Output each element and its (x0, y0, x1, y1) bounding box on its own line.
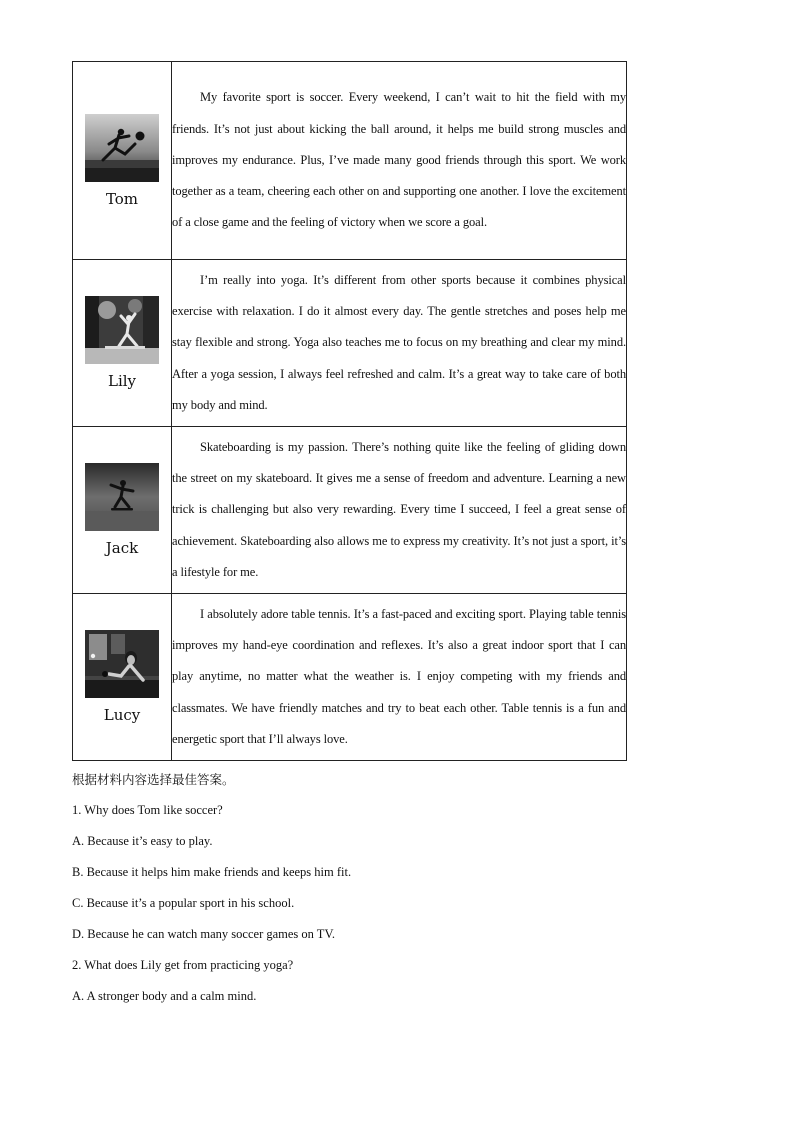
person-name: Lily (107, 372, 137, 390)
answer-option: C. Because it’s a popular sport in his school. (72, 896, 295, 910)
profile-paragraph: Skateboarding is my passion. There’s nothing quite like the feeling of gliding down the street on my skateboard. It gives me a sense of freedom and adventure. Learning a new trick is challenging but also very rewarding. Every time I succeed, I feel a great sense of achievement. Skateboarding also allows me to express my creativity. It’s not just a sport, it’s a lifestyle for me. (172, 439, 626, 579)
lily-yoga-photo (85, 296, 159, 364)
answer-option: B. Because it helps him make friends and keeps him fit. (72, 865, 352, 879)
question-stem: 1. Why does Tom like soccer? (72, 803, 223, 817)
profile-row-lucy (73, 594, 627, 761)
photo-cell (73, 62, 172, 260)
photo-cell (73, 594, 172, 761)
lucy-table-tennis-photo (85, 630, 159, 698)
question-stem: 2. What does Lily get from practicing yoga? (72, 958, 294, 972)
text-cell (172, 594, 627, 761)
profile-paragraph: My favorite sport is soccer. Every weekend, I can’t wait to hit the field with my friends. It’s not just about kicking the ball around, it helps me build strong muscles and improves my endurance. Plus, I’ve made many good friends through this sport. We work together as a team, cheering each other on and supporting one another. I love the excitement of a close game and the feeling of victory when we score a goal. (172, 90, 626, 230)
text-cell (172, 62, 627, 260)
profiles-table (72, 61, 627, 761)
person-name: Lucy (103, 706, 141, 724)
profile-row-tom (73, 62, 627, 260)
profile-row-lily (73, 260, 627, 427)
profile-paragraph: I absolutely adore table tennis. It’s a fast-paced and exciting sport. Playing table tennis improves my hand-eye coordination and reflexes. It’s also a great indoor sport that I can play anytime, no matter what the weather is. I enjoy competing with my friends and classmates. We have friendly matches and try to beat each other. Table tennis is a fun and energetic sport that I’ll always love. (172, 606, 626, 746)
answer-option: A. A stronger body and a calm mind. (72, 989, 257, 1003)
person-name: Jack (105, 539, 139, 557)
answer-option: D. Because he can watch many soccer games on TV. (72, 927, 335, 941)
photo-cell (73, 427, 172, 594)
instruction-text: 根据材料内容选择最佳答案。 (72, 772, 235, 787)
jack-skateboard-photo (85, 463, 159, 531)
questions-section (72, 764, 672, 1012)
profile-row-jack (73, 427, 627, 594)
answer-option: A. Because it’s easy to play. (72, 834, 213, 848)
text-cell (172, 260, 627, 427)
tom-soccer-photo (85, 114, 159, 182)
photo-cell (73, 260, 172, 427)
person-name: Tom (105, 189, 139, 208)
profile-paragraph: I’m really into yoga. It’s different from other sports because it combines physical exercise with relaxation. I do it almost every day. The gentle stretches and poses help me stay flexible and strong. Yoga also teaches me to focus on my breathing and clear my mind. After a yoga session, I always feel refreshed and calm. It’s a great way to take care of both my body and mind. (172, 272, 626, 412)
text-cell (172, 427, 627, 594)
